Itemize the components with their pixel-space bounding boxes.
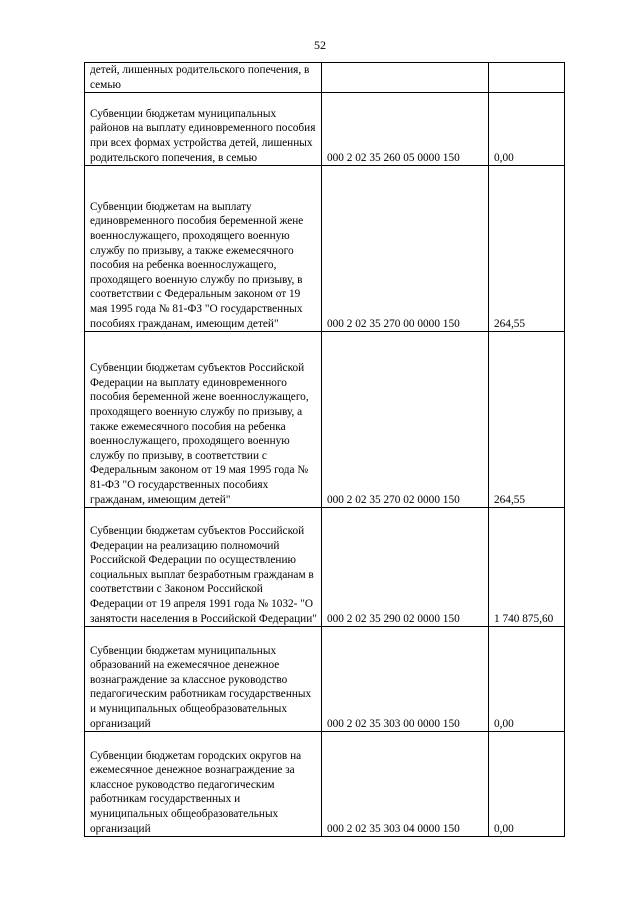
table-row xyxy=(85,93,565,166)
row-code-cell: 000 2 02 35 260 05 0000 150 xyxy=(322,93,489,166)
budget-table xyxy=(84,62,565,837)
table-row xyxy=(85,63,565,93)
row-value-cell: 0,00 xyxy=(489,732,565,837)
table-row xyxy=(85,166,565,332)
row-code-cell: 000 2 02 35 270 02 0000 150 xyxy=(322,332,489,508)
row-value-cell: 264,55 xyxy=(489,166,565,332)
row-value-cell xyxy=(489,63,565,93)
row-value-cell: 0,00 xyxy=(489,627,565,732)
row-value-cell: 0,00 xyxy=(489,93,565,166)
row-code-cell: 000 2 02 35 303 00 0000 150 xyxy=(322,627,489,732)
row-code-cell: 000 2 02 35 270 00 0000 150 xyxy=(322,166,489,332)
page-number: 52 xyxy=(314,38,326,52)
table-row xyxy=(85,732,565,837)
row-name-cell: Субвенции бюджетам субъектов Российской Федерации на реализацию полномочий Российской Федерации по осуществлению социальных выплат безработным гражданам в соответствии с Законом Российской Федерации от 19 апреля 1991 года № 1032- "О занятости населения в Российской Федерации" xyxy=(85,508,322,627)
table-row xyxy=(85,332,565,508)
row-name-cell: Субвенции бюджетам муниципальных районов на выплату единовременного пособия при всех формах устройства детей, лишенных родительского попечения, в семью xyxy=(85,93,322,166)
row-name-cell: Субвенции бюджетам субъектов Российской Федерации на выплату единовременного пособия беременной жене военнослужащего, проходящего военную службу по призыву, а также ежемесячного пособия на ребенка военнослужащего, проходящего военную службу по призыву, в соответствии с Федеральным законом от 19 мая 1995 года № 81-ФЗ "О государственных пособиях гражданам, имеющим детей" xyxy=(85,332,322,508)
row-name-cell: Субвенции бюджетам городских округов на ежемесячное денежное вознаграждение за классное руководство педагогическим работникам государственных и муниципальных общеобразовательных организаций xyxy=(85,732,322,837)
table-row xyxy=(85,508,565,627)
row-name-cell: Субвенции бюджетам муниципальных образований на ежемесячное денежное вознаграждение за классное руководство педагогическим работникам государственных и муниципальных общеобразовательных организаций xyxy=(85,627,322,732)
row-value-cell: 1 740 875,60 xyxy=(489,508,565,627)
row-code-cell: 000 2 02 35 303 04 0000 150 xyxy=(322,732,489,837)
row-value-cell: 264,55 xyxy=(489,332,565,508)
row-name-cell: Субвенции бюджетам на выплату единовременного пособия беременной жене военнослужащего, проходящего военную службу по призыву, а также ежемесячного пособия на ребенка военнослужащего, проходящего военную службу по призыву, в соответствии с Федеральным законом от 19 мая 1995 года № 81-ФЗ "О государственных пособиях гражданам, имеющим детей" xyxy=(85,166,322,332)
row-name-cell: детей, лишенных родительского попечения, в семью xyxy=(85,63,322,93)
row-code-cell xyxy=(322,63,489,93)
table-row xyxy=(85,627,565,732)
row-code-cell: 000 2 02 35 290 02 0000 150 xyxy=(322,508,489,627)
